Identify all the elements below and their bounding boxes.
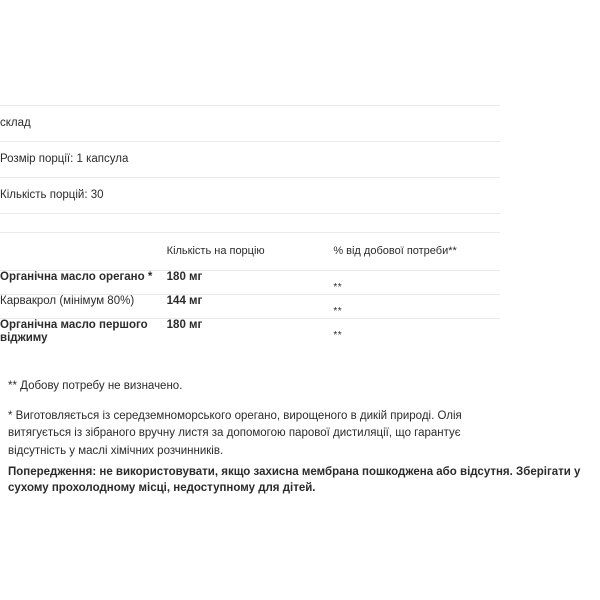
column-header-name: [0, 233, 167, 271]
ingredient-amount: 144 мг: [166, 295, 203, 307]
footnote-sourcing: * Виготовляється із середземноморського орегано, вирощеного в дикій природі. Олія витягується із зібраного вручну листя за допомогою парової дистиляції, що гарантує відсутність у маслі хімічних розчинників.: [8, 409, 462, 457]
table-header-row: [0, 233, 500, 271]
table-row: [0, 271, 500, 295]
serving-size-label: Розмір порції: 1 капсула: [0, 153, 129, 165]
footnotes: [8, 378, 476, 460]
spacer-cell-amount: [167, 214, 334, 233]
table-row-serving-size: [0, 142, 500, 178]
column-header-amount-per-serving: Кількість на порцію: [166, 245, 265, 257]
ingredient-name: Органічна масло першого віджиму: [0, 319, 148, 344]
ingredient-amount: 180 мг: [166, 319, 203, 331]
warning-text: Попередження: не використовувати, якщо захисна мембрана пошкоджена або відсутня. Зберігати у сухому прохолодному місці, недоступному для дітей.: [8, 466, 581, 494]
ingredient-amount: 180 мг: [166, 271, 203, 283]
ingredient-name: Карвакрол (мінімум 80%): [0, 295, 135, 307]
column-header-percent-daily-value: % від добової потреби**: [333, 245, 457, 257]
ingredient-daily-value: **: [333, 306, 343, 317]
supplement-facts-table-body: [0, 106, 500, 346]
ingredient-name: Органічна масло орегано *: [0, 271, 153, 283]
footnote-daily-value: ** Добову потребу не визначено.: [8, 380, 183, 392]
supplement-facts-label: склад: [0, 117, 31, 129]
servings-per-container-label: Кількість порцій: 30: [0, 189, 104, 201]
ingredient-daily-value: **: [333, 330, 343, 341]
table-row-spacer: [0, 214, 500, 233]
supplement-facts-table: [0, 105, 500, 345]
table-row-supplement-label: [0, 106, 500, 142]
table-row: [0, 319, 500, 346]
spacer-cell-name: [0, 214, 167, 233]
ingredient-daily-value: **: [333, 282, 343, 293]
spacer-cell-daily-value: [333, 214, 500, 233]
table-row: [0, 295, 500, 319]
table-row-servings-per-container: [0, 178, 500, 214]
